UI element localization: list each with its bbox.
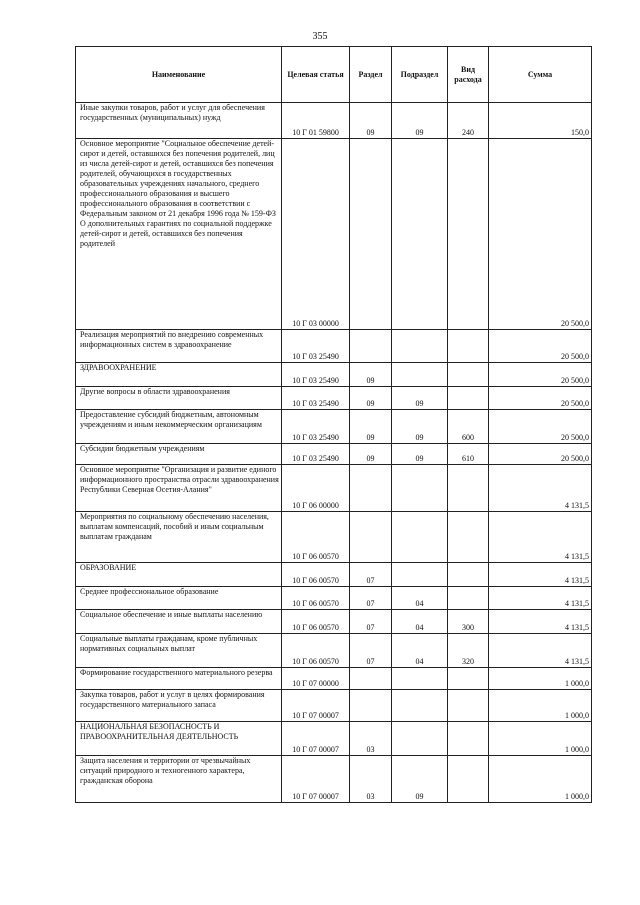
table-row bbox=[76, 387, 592, 410]
cell-expense-type bbox=[448, 690, 489, 722]
table-header-row bbox=[76, 47, 592, 103]
table-row bbox=[76, 103, 592, 139]
cell-name: Социальные выплаты гражданам, кроме публичных нормативных социальных выплат bbox=[76, 634, 282, 668]
cell-section: 09 bbox=[350, 363, 392, 387]
cell-subsection bbox=[392, 330, 448, 363]
cell-article: 10 Г 07 00007 bbox=[282, 690, 350, 722]
cell-sum: 4 131,5 bbox=[489, 610, 592, 634]
cell-name: Основное мероприятие "Организация и развитие единого информационного пространства отрасли здравоохранения Республики Северная Осетия-Алания" bbox=[76, 465, 282, 512]
table-body bbox=[76, 103, 592, 803]
cell-name: Реализация мероприятий по внедрению современных информационных систем в здравоохранение bbox=[76, 330, 282, 363]
cell-section: 09 bbox=[350, 103, 392, 139]
cell-article: 10 Г 03 25490 bbox=[282, 410, 350, 444]
cell-article: 10 Г 06 00570 bbox=[282, 563, 350, 587]
cell-expense-type bbox=[448, 722, 489, 756]
cell-sum: 4 131,5 bbox=[489, 634, 592, 668]
cell-expense-type bbox=[448, 465, 489, 512]
cell-section: 03 bbox=[350, 756, 392, 803]
table-row bbox=[76, 444, 592, 465]
cell-expense-type bbox=[448, 387, 489, 410]
cell-article: 10 Г 07 00000 bbox=[282, 668, 350, 690]
cell-subsection: 09 bbox=[392, 444, 448, 465]
cell-name: Другие вопросы в области здравоохранения bbox=[76, 387, 282, 410]
cell-section: 03 bbox=[350, 722, 392, 756]
cell-subsection: 09 bbox=[392, 410, 448, 444]
cell-section bbox=[350, 690, 392, 722]
cell-sum: 1 000,0 bbox=[489, 756, 592, 803]
cell-subsection bbox=[392, 139, 448, 330]
cell-article: 10 Г 03 25490 bbox=[282, 330, 350, 363]
table-row bbox=[76, 330, 592, 363]
cell-expense-type bbox=[448, 587, 489, 610]
cell-name: Субсидии бюджетным учреждениям bbox=[76, 444, 282, 465]
cell-subsection bbox=[392, 363, 448, 387]
cell-name: НАЦИОНАЛЬНАЯ БЕЗОПАСНОСТЬ И ПРАВООХРАНИТЕЛЬНАЯ ДЕЯТЕЛЬНОСТЬ bbox=[76, 722, 282, 756]
cell-name: ЗДРАВООХРАНЕНИЕ bbox=[76, 363, 282, 387]
cell-article: 10 Г 06 00570 bbox=[282, 634, 350, 668]
cell-expense-type: 320 bbox=[448, 634, 489, 668]
cell-section bbox=[350, 512, 392, 563]
cell-expense-type bbox=[448, 512, 489, 563]
cell-sum: 4 131,5 bbox=[489, 465, 592, 512]
cell-name: Основное мероприятие "Социальное обеспечение детей-сирот и детей, оставшихся без попечения родителей, лиц из числа детей-сирот и детей, оставшихся без попечения родителей, обучающихся в государственных образовательных учреждениях начального, среднего профессионального образования и высшего профессионального образования в соответствии с Федеральным законом от 21 декабря 1996 года № 159-ФЗ О дополнительных гарантиях по социальной поддержке детей-сирот и детей, оставшихся без попечения родителей bbox=[76, 139, 282, 330]
cell-name: Закупка товаров, работ и услуг в целях формирования государственного материального запаса bbox=[76, 690, 282, 722]
cell-section: 09 bbox=[350, 444, 392, 465]
cell-subsection: 09 bbox=[392, 103, 448, 139]
cell-sum: 20 500,0 bbox=[489, 139, 592, 330]
cell-article: 10 Г 06 00000 bbox=[282, 465, 350, 512]
cell-subsection: 09 bbox=[392, 387, 448, 410]
cell-sum: 150,0 bbox=[489, 103, 592, 139]
cell-article: 10 Г 03 00000 bbox=[282, 139, 350, 330]
cell-section bbox=[350, 465, 392, 512]
cell-article: 10 Г 01 59800 bbox=[282, 103, 350, 139]
cell-article: 10 Г 03 25490 bbox=[282, 387, 350, 410]
table-row bbox=[76, 610, 592, 634]
table-row bbox=[76, 634, 592, 668]
cell-expense-type bbox=[448, 330, 489, 363]
cell-name: Защита населения и территории от чрезвычайных ситуаций природного и техногенного характера, гражданская оборона bbox=[76, 756, 282, 803]
cell-section: 07 bbox=[350, 634, 392, 668]
cell-name: Иные закупки товаров, работ и услуг для обеспечения государственных (муниципальных) нужд bbox=[76, 103, 282, 139]
table-row bbox=[76, 563, 592, 587]
cell-subsection: 09 bbox=[392, 756, 448, 803]
page-number: 355 bbox=[312, 31, 328, 42]
cell-subsection bbox=[392, 668, 448, 690]
header-sum: Сумма bbox=[489, 47, 592, 103]
cell-expense-type bbox=[448, 363, 489, 387]
cell-article: 10 Г 06 00570 bbox=[282, 587, 350, 610]
cell-sum: 4 131,5 bbox=[489, 587, 592, 610]
cell-section: 07 bbox=[350, 563, 392, 587]
cell-sum: 20 500,0 bbox=[489, 330, 592, 363]
header-subsection: Подраздел bbox=[392, 47, 448, 103]
cell-subsection: 04 bbox=[392, 610, 448, 634]
cell-section: 07 bbox=[350, 610, 392, 634]
cell-section: 09 bbox=[350, 410, 392, 444]
header-name: Наименование bbox=[76, 47, 282, 103]
cell-expense-type bbox=[448, 139, 489, 330]
cell-subsection bbox=[392, 465, 448, 512]
cell-sum: 20 500,0 bbox=[489, 363, 592, 387]
table-row bbox=[76, 722, 592, 756]
cell-name: ОБРАЗОВАНИЕ bbox=[76, 563, 282, 587]
cell-name: Социальное обеспечение и иные выплаты населению bbox=[76, 610, 282, 634]
cell-article: 10 Г 06 00570 bbox=[282, 610, 350, 634]
cell-sum: 4 131,5 bbox=[489, 563, 592, 587]
cell-subsection bbox=[392, 722, 448, 756]
cell-expense-type: 600 bbox=[448, 410, 489, 444]
cell-expense-type bbox=[448, 563, 489, 587]
cell-sum: 20 500,0 bbox=[489, 410, 592, 444]
cell-sum: 4 131,5 bbox=[489, 512, 592, 563]
cell-expense-type: 610 bbox=[448, 444, 489, 465]
cell-section bbox=[350, 330, 392, 363]
cell-sum: 1 000,0 bbox=[489, 668, 592, 690]
cell-subsection: 04 bbox=[392, 634, 448, 668]
cell-name: Формирование государственного материального резерва bbox=[76, 668, 282, 690]
cell-article: 10 Г 06 00570 bbox=[282, 512, 350, 563]
cell-expense-type bbox=[448, 756, 489, 803]
cell-article: 10 Г 07 00007 bbox=[282, 722, 350, 756]
cell-subsection: 04 bbox=[392, 587, 448, 610]
cell-article: 10 Г 03 25490 bbox=[282, 363, 350, 387]
table-row bbox=[76, 756, 592, 803]
cell-sum: 1 000,0 bbox=[489, 722, 592, 756]
cell-name: Предоставление субсидий бюджетным, автономным учреждениям и иным некоммерческим организациям bbox=[76, 410, 282, 444]
table-row bbox=[76, 690, 592, 722]
cell-expense-type: 300 bbox=[448, 610, 489, 634]
budget-table bbox=[75, 46, 592, 803]
cell-section bbox=[350, 668, 392, 690]
cell-expense-type: 240 bbox=[448, 103, 489, 139]
table-row bbox=[76, 587, 592, 610]
header-article: Целевая статья bbox=[282, 47, 350, 103]
table-row bbox=[76, 668, 592, 690]
table-row bbox=[76, 512, 592, 563]
cell-article: 10 Г 03 25490 bbox=[282, 444, 350, 465]
table-row bbox=[76, 139, 592, 330]
cell-subsection bbox=[392, 512, 448, 563]
cell-section: 07 bbox=[350, 587, 392, 610]
table-row bbox=[76, 410, 592, 444]
cell-section bbox=[350, 139, 392, 330]
header-section: Раздел bbox=[350, 47, 392, 103]
cell-name: Мероприятия по социальному обеспечению населения, выплатам компенсаций, пособий и иным социальным выплатам гражданам bbox=[76, 512, 282, 563]
cell-expense-type bbox=[448, 668, 489, 690]
cell-sum: 20 500,0 bbox=[489, 387, 592, 410]
cell-sum: 1 000,0 bbox=[489, 690, 592, 722]
table-row bbox=[76, 465, 592, 512]
header-expense-type: Вид расхода bbox=[448, 47, 489, 103]
table-row bbox=[76, 363, 592, 387]
cell-subsection bbox=[392, 563, 448, 587]
cell-section: 09 bbox=[350, 387, 392, 410]
cell-subsection bbox=[392, 690, 448, 722]
cell-article: 10 Г 07 00007 bbox=[282, 756, 350, 803]
cell-name: Среднее профессиональное образование bbox=[76, 587, 282, 610]
cell-sum: 20 500,0 bbox=[489, 444, 592, 465]
